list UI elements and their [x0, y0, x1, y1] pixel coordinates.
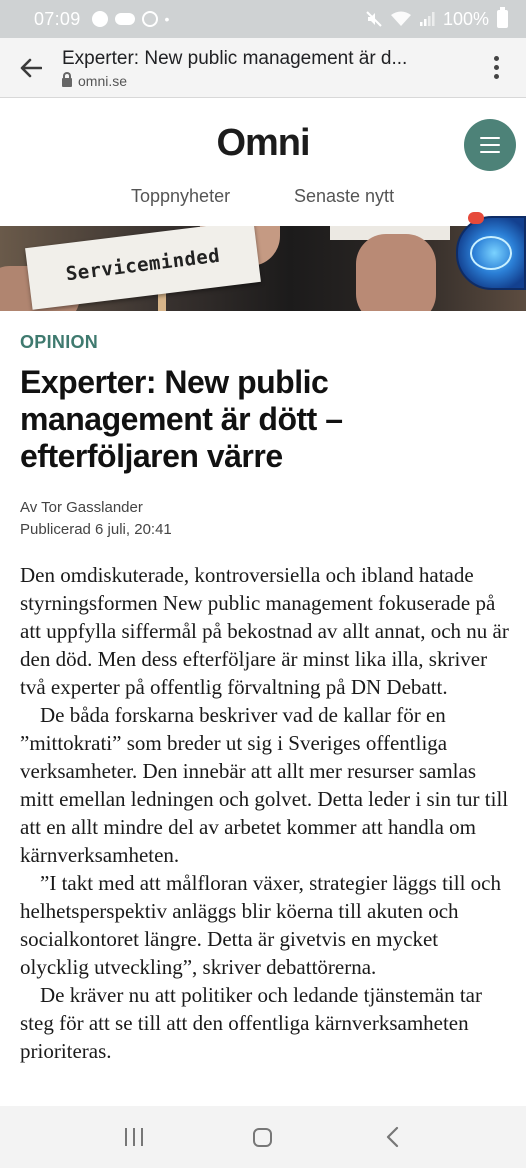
address-bar[interactable]: [62, 46, 466, 89]
wifi-icon: [391, 11, 411, 27]
hamburger-line: [480, 144, 500, 146]
hamburger-line: [480, 137, 500, 139]
home-button[interactable]: [233, 1117, 293, 1157]
arrow-left-icon: [20, 58, 42, 78]
sign-card-text: Serviceminded: [64, 244, 222, 286]
recents-icon: [125, 1128, 143, 1146]
url-text: omni.se: [78, 73, 128, 89]
lock-icon: [62, 78, 72, 87]
mute-icon: [365, 10, 383, 28]
hand-shape: [356, 234, 436, 311]
status-bar: [0, 0, 526, 38]
dot-icon: [494, 65, 499, 70]
article-paragraph: De kräver nu att politiker och ledande tjänstemän tar steg för att se till att den offentliga kärnverksamheten prioriteras.: [20, 983, 482, 1063]
hamburger-line: [480, 151, 500, 153]
omni-logo[interactable]: Omni: [216, 122, 310, 164]
article-author: Av Tor Gasslander: [20, 499, 143, 516]
cloud-icon: [115, 13, 135, 25]
article-category[interactable]: OPINION: [20, 332, 99, 352]
browser-toolbar: [0, 38, 526, 98]
system-navigation-bar: [0, 1106, 526, 1168]
status-time: 07:09: [34, 8, 81, 29]
article-published: Publicerad 6 juli, 20:41: [20, 521, 172, 538]
nav-senaste-nytt[interactable]: Senaste nytt: [294, 186, 395, 206]
browser-page-title: Experter: New public management är d...: [62, 48, 408, 69]
article-hero-image: [0, 226, 526, 311]
top-nav: [0, 186, 526, 210]
more-options-button[interactable]: [466, 38, 526, 98]
article-paragraph: Den omdiskuterade, kontroversiella och ibland hatade styrningsformen New public management fokuserade på att uppfylla siffermål på bekostnad av allt annat, och nu är den död. Men dess efterföljare är minst lika illa, skriver två experter på offentlig förvaltning på DN Debatt.: [20, 563, 509, 699]
menu-button[interactable]: [464, 119, 516, 171]
recent-apps-button[interactable]: [104, 1117, 164, 1157]
article-byline: [20, 497, 172, 541]
notification-badge: [468, 212, 484, 224]
article-body: [20, 561, 512, 1065]
sign-card: [25, 226, 261, 310]
battery-level: 100%: [442, 8, 489, 29]
messenger-icon: [142, 11, 158, 27]
back-button[interactable]: [0, 38, 62, 98]
article-paragraph: ”I takt med att målfloran växer, strategier läggs till och helhetsperspektiv anläggs blir köerna till akuten och socialkontoret längre. Detta är givetvis en mycket olycklig utveckling”, skriver debattörerna.: [20, 871, 501, 979]
brain-assistant-icon[interactable]: [456, 216, 526, 290]
facebook-icon: [92, 11, 108, 27]
system-back-button[interactable]: [362, 1117, 422, 1157]
site-header: [0, 98, 526, 226]
dot-icon: [494, 74, 499, 79]
dot-icon: [494, 56, 499, 61]
nav-toppnyheter[interactable]: Toppnyheter: [131, 186, 231, 206]
home-icon: [253, 1128, 272, 1147]
chevron-left-icon: [385, 1126, 399, 1148]
article-paragraph: De båda forskarna beskriver vad de kallar för en ”mittokrati” som breder ut sig i Sveriges offentliga verksamheter. Den innebär att allt mer resurser samlas mitt emellan ledningen och golvet. Detta leder i sin tur till att en allt mindre del av arbetet kommer att handla om kärnverksamheten.: [20, 703, 509, 867]
signal-icon: [419, 11, 435, 27]
battery-icon: [497, 10, 508, 28]
notification-dot: •: [164, 11, 170, 27]
article-headline: Experter: New public management är dött – efterföljaren värre: [20, 364, 343, 474]
